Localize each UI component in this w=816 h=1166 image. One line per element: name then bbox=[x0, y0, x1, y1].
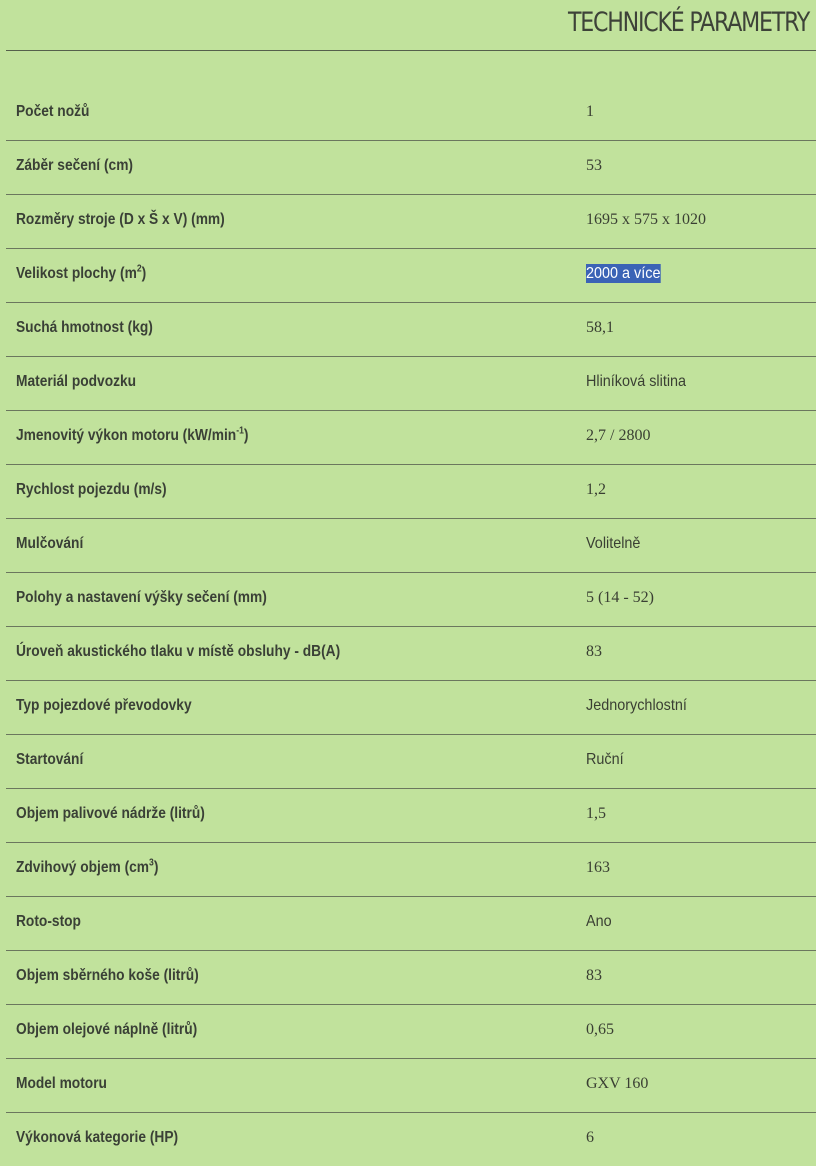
spec-row bbox=[6, 303, 816, 357]
spec-value bbox=[586, 319, 614, 337]
spec-label-text: Jmenovitý výkon motoru (kW/min bbox=[16, 427, 237, 444]
spec-value bbox=[586, 751, 624, 769]
spec-label-text: Polohy a nastavení výšky sečení (mm) bbox=[16, 589, 267, 606]
spec-value bbox=[586, 157, 602, 175]
spec-label-text: Objem olejové náplně (litrů) bbox=[16, 1021, 198, 1038]
spec-label-text: Záběr sečení (cm) bbox=[16, 157, 134, 174]
spec-label-text: Typ pojezdové převodovky bbox=[16, 697, 192, 714]
spec-value-text: Volitelně bbox=[586, 535, 641, 552]
spec-label-suffix: ) bbox=[153, 859, 159, 876]
spec-label-text: Zdvihový objem (cm bbox=[16, 859, 150, 876]
spec-label bbox=[16, 481, 167, 499]
spec-label-suffix: ) bbox=[141, 265, 147, 282]
section-title: TECHNICKÉ PARAMETRY bbox=[567, 7, 809, 38]
spec-label-text: Výkonová kategorie (HP) bbox=[16, 1129, 179, 1146]
spec-value-text: 2000 a více bbox=[586, 265, 661, 282]
spec-row bbox=[6, 735, 816, 789]
spec-value-text: 0,65 bbox=[586, 1021, 614, 1038]
spec-row bbox=[6, 87, 816, 141]
spec-value-text: Jednorychlostní bbox=[586, 697, 687, 714]
spec-value-text: 6 bbox=[586, 1129, 594, 1146]
spec-value bbox=[586, 103, 594, 121]
spec-value-text: 83 bbox=[586, 643, 602, 660]
spec-label-text: Mulčování bbox=[16, 535, 84, 552]
spec-value-text: 58,1 bbox=[586, 319, 614, 336]
spec-label bbox=[16, 1129, 178, 1147]
spec-label bbox=[16, 1075, 107, 1093]
spec-value bbox=[586, 805, 606, 823]
spec-label bbox=[16, 535, 83, 553]
spec-label bbox=[16, 319, 153, 337]
spec-label-text: Velikost plochy (m bbox=[16, 265, 137, 282]
spec-value-text: 1,2 bbox=[586, 481, 606, 498]
spec-row bbox=[6, 1113, 816, 1166]
spec-label-text: Objem sběrného koše (litrů) bbox=[16, 967, 199, 984]
spec-label-text: Úroveň akustického tlaku v místě obsluhy - dB(A) bbox=[16, 643, 341, 660]
spec-label bbox=[16, 373, 136, 391]
spec-value bbox=[586, 373, 686, 391]
spec-label-text: Rychlost pojezdu (m/s) bbox=[16, 481, 167, 498]
spec-value bbox=[586, 1129, 594, 1147]
spec-label bbox=[16, 643, 340, 661]
spec-row bbox=[6, 141, 816, 195]
spec-value bbox=[586, 589, 654, 607]
spec-value-text: 83 bbox=[586, 967, 602, 984]
spec-value-text: Hliníková slitina bbox=[586, 373, 687, 390]
spec-value-text: 2,7 / 2800 bbox=[586, 427, 651, 444]
spec-value-text: Ano bbox=[586, 913, 612, 930]
spec-row bbox=[6, 573, 816, 627]
spec-value-text: 163 bbox=[586, 859, 610, 876]
spec-label-suffix: ) bbox=[243, 427, 249, 444]
spec-value bbox=[586, 535, 640, 553]
spec-label-text: Objem palivové nádrže (litrů) bbox=[16, 805, 205, 822]
spec-label bbox=[16, 589, 267, 607]
spec-row bbox=[6, 195, 816, 249]
spec-row bbox=[6, 843, 816, 897]
spec-value bbox=[586, 211, 706, 229]
spec-value bbox=[586, 697, 687, 715]
spec-label bbox=[16, 805, 205, 823]
spec-label-superscript: -1 bbox=[236, 425, 244, 437]
spec-value-text: 1695 x 575 x 1020 bbox=[586, 211, 706, 228]
spec-label bbox=[16, 157, 133, 175]
spec-value-text: 53 bbox=[586, 157, 602, 174]
spec-label-superscript: 3 bbox=[149, 857, 154, 869]
spec-row bbox=[6, 249, 816, 303]
spec-label-superscript: 2 bbox=[136, 263, 142, 275]
spec-label bbox=[16, 967, 199, 985]
spec-value bbox=[586, 1075, 648, 1093]
spec-row bbox=[6, 627, 816, 681]
section-header bbox=[6, 0, 816, 51]
spec-value bbox=[586, 1021, 614, 1039]
spec-label-text: Počet nožů bbox=[16, 103, 90, 120]
spec-value bbox=[586, 967, 602, 985]
spec-row bbox=[6, 1059, 816, 1113]
spec-value bbox=[586, 481, 606, 499]
spec-label bbox=[16, 265, 146, 283]
spec-value bbox=[586, 643, 602, 661]
spec-row bbox=[6, 681, 816, 735]
spec-label-text: Model motoru bbox=[16, 1075, 107, 1092]
spec-value bbox=[586, 913, 612, 931]
spec-label bbox=[16, 913, 81, 931]
spec-row bbox=[6, 897, 816, 951]
spec-label bbox=[16, 427, 248, 445]
spec-label-text: Materiál podvozku bbox=[16, 373, 137, 390]
spec-label-text: Rozměry stroje (D x Š x V) (mm) bbox=[16, 211, 225, 228]
spec-row bbox=[6, 789, 816, 843]
spec-value-selected bbox=[586, 265, 660, 283]
spec-value-text: Ruční bbox=[586, 751, 624, 768]
spec-value bbox=[586, 427, 650, 445]
spec-label-text: Startování bbox=[16, 751, 84, 768]
spec-value-text: 5 (14 - 52) bbox=[586, 589, 654, 606]
spec-label-text: Roto-stop bbox=[16, 913, 81, 930]
spec-label bbox=[16, 697, 192, 715]
spec-row bbox=[6, 519, 816, 573]
spec-value-text: 1 bbox=[586, 103, 594, 120]
spec-label bbox=[16, 1021, 197, 1039]
spec-label-text: Suchá hmotnost (kg) bbox=[16, 319, 153, 336]
spec-row bbox=[6, 465, 816, 519]
spec-label bbox=[16, 859, 158, 877]
spec-row bbox=[6, 1005, 816, 1059]
spec-label bbox=[16, 751, 83, 769]
spec-row bbox=[6, 357, 816, 411]
spec-label bbox=[16, 103, 89, 121]
spec-row bbox=[6, 951, 816, 1005]
spec-value bbox=[586, 859, 610, 877]
spec-row bbox=[6, 411, 816, 465]
spec-label bbox=[16, 211, 225, 229]
spec-value-text: 1,5 bbox=[586, 805, 606, 822]
spec-value-text: GXV 160 bbox=[586, 1075, 649, 1092]
spec-table bbox=[6, 87, 816, 1166]
